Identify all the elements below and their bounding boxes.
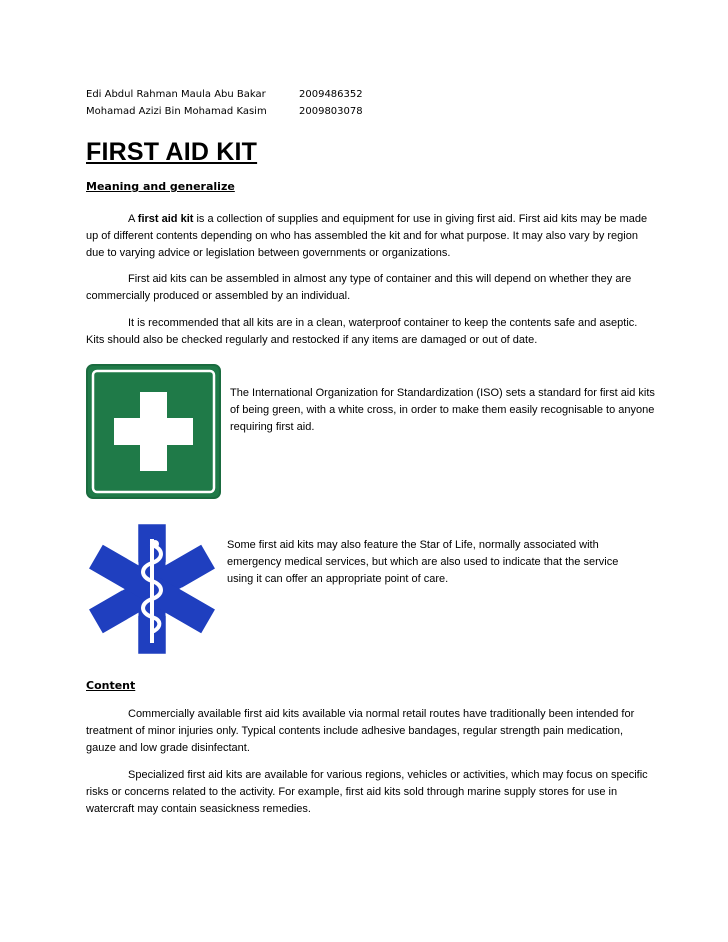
document-title: FIRST AID KIT — [86, 138, 258, 166]
section-heading-meaning: Meaning and generalize — [86, 180, 235, 193]
paragraph-meaning-3: It is recommended that all kits are in a clean, waterproof container to keep the contents safe and aseptic. Kits should also be checked regularly and restocked if any items are damaged or out of date. — [86, 317, 638, 346]
author-row — [86, 103, 363, 120]
paragraph-meaning-1: A first aid kit is a collection of supplies and equipment for use in giving first aid. First aid kits may be made up of different contents depending on who has assembled the kit and for what purpose. It may also vary by region due to varying advice or legislation between governments or organizations. — [86, 213, 648, 259]
author-row — [86, 86, 363, 103]
bold-term: first aid kit — [137, 213, 194, 225]
iso-caption: The International Organization for Standardization (ISO) sets a standard for first aid kits of being green, with a white cross, in order to make them easily recognisable to anyone requiring first aid. — [230, 387, 655, 433]
section-heading-content: Content — [86, 679, 136, 692]
paragraph-content-1: Commercially available first aid kits available via normal retail routes have traditionally been intended for treatment of minor injuries only. Typical contents include adhesive bandages, regular strength pain medication, gauze and low grade disinfectant. — [86, 708, 635, 754]
author-name: Mohamad Azizi Bin Mohamad Kasim — [86, 106, 267, 117]
author-id: 2009803078 — [299, 106, 363, 117]
star-of-life-caption: Some first aid kits may also feature the Star of Life, normally associated with emergency medical services, but which are also used to indicate that the service using it can offer an appropriate point of care. — [227, 539, 619, 585]
author-id: 2009486352 — [299, 89, 363, 100]
author-list — [86, 86, 363, 120]
paragraph-meaning-2: First aid kits can be assembled in almost any type of container and this will depend on whether they are commercially produced or assembled by an individual. — [86, 273, 632, 302]
author-name: Edi Abdul Rahman Maula Abu Bakar — [86, 89, 266, 100]
first-aid-cross-sign-image — [86, 364, 221, 499]
star-of-life-image — [86, 522, 218, 656]
paragraph-content-2: Specialized first aid kits are available for various regions, vehicles or activities, which may focus on specific risks or concerns related to the activity. For example, first aid kits sold through marine supply stores for use in watercraft may contain seasickness remedies. — [86, 769, 648, 815]
